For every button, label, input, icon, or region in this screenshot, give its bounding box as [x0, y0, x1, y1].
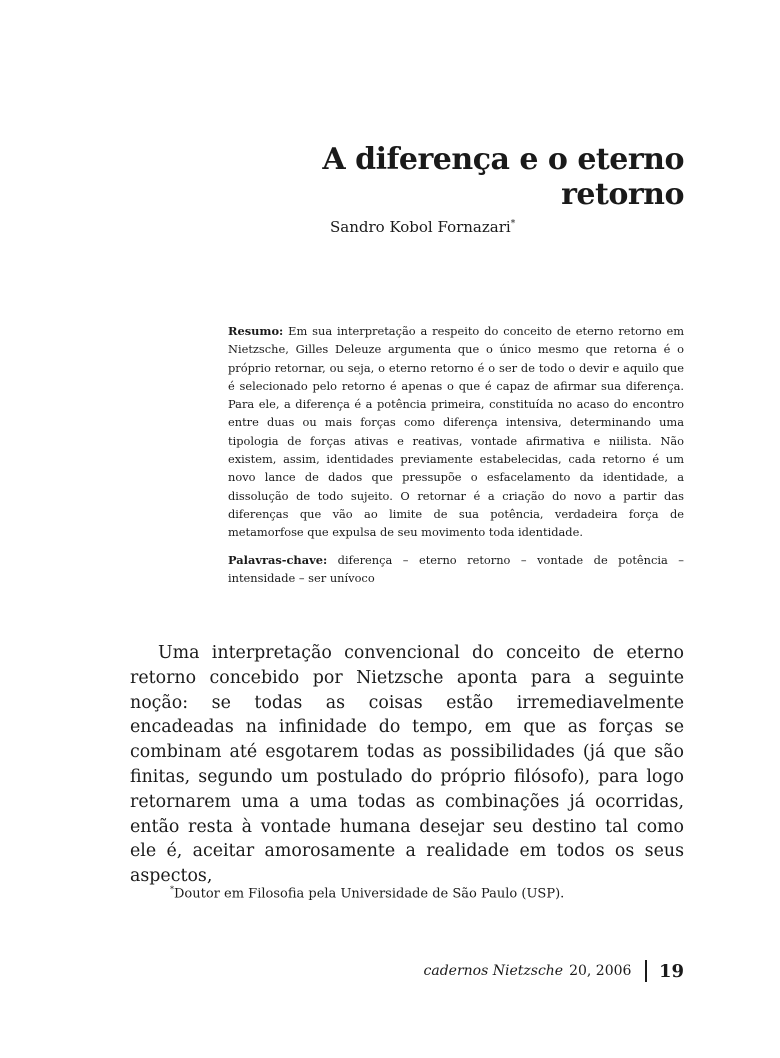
- abstract-label: Resumo:: [228, 324, 284, 338]
- keywords-text: diferença – eterno retorno – vontade de potência – intensidade – ser unívoco: [228, 553, 685, 586]
- footnote-mark: *: [170, 885, 174, 894]
- keywords-label: Palavras-chave:: [228, 553, 328, 567]
- author-name: Sandro Kobol Fornazari: [330, 218, 511, 236]
- author-line: [330, 218, 515, 236]
- journal-issue: 20, 2006: [569, 963, 632, 979]
- footer-divider: [645, 960, 647, 982]
- journal-name: cadernos Nietzsche: [423, 963, 564, 979]
- footnote-text: Doutor em Filosofia pela Universidade de São Paulo (USP).: [174, 886, 565, 902]
- body-paragraph: Uma interpretação convencional do conceito de eterno retorno concebido por Nietzsche aponta para a seguinte noção: se todas as coisas estão irremediavelmente encadeadas na infinidade do tempo, em que as forças se combinam até esgotarem todas as possibilidades (já que são finitas, segundo um postulado do próprio filósofo), para logo retornarem uma a uma todas as combinações já ocorridas, então resta à vontade humana desejar seu destino tal como ele é, aceitar amorosamente a realidade em todos os seus aspectos,: [130, 643, 684, 887]
- page-footer: [424, 958, 684, 984]
- page-number: 19: [658, 960, 684, 982]
- article-title: A diferença e o eterno retorno: [322, 142, 684, 212]
- author-footnote-mark: *: [510, 219, 516, 229]
- abstract: [228, 322, 684, 542]
- keywords: [228, 551, 684, 588]
- footnote: [170, 885, 564, 901]
- abstract-text: Em sua interpretação a respeito do conceito de eterno retorno em Nietzsche, Gilles Deleuze argumenta que o único mesmo que retorna é o próprio retornar, ou seja, o eterno retorno é o ser de todo o devir e aquilo que é selecionado pelo retorno é apenas o que é capaz de afirmar sua diferença. Para ele, a diferença é a potência primeira, constituída no acaso do encontro entre duas ou mais forças como diferença intensiva, determinando uma tipologia de forças ativas e reativas, vontade afirmativa e niilista. Não existem, assim, identidades previamente estabelecidas, cada retorno é um novo lance de dados que pressupõe o esfacelamento da identidade, a dissolução de todo sujeito. O retornar é a criação do novo a partir das diferenças que vão ao limite de sua potência, verdadeira força de metamorfose que expulsa de seu movimento toda identidade.: [228, 324, 684, 540]
